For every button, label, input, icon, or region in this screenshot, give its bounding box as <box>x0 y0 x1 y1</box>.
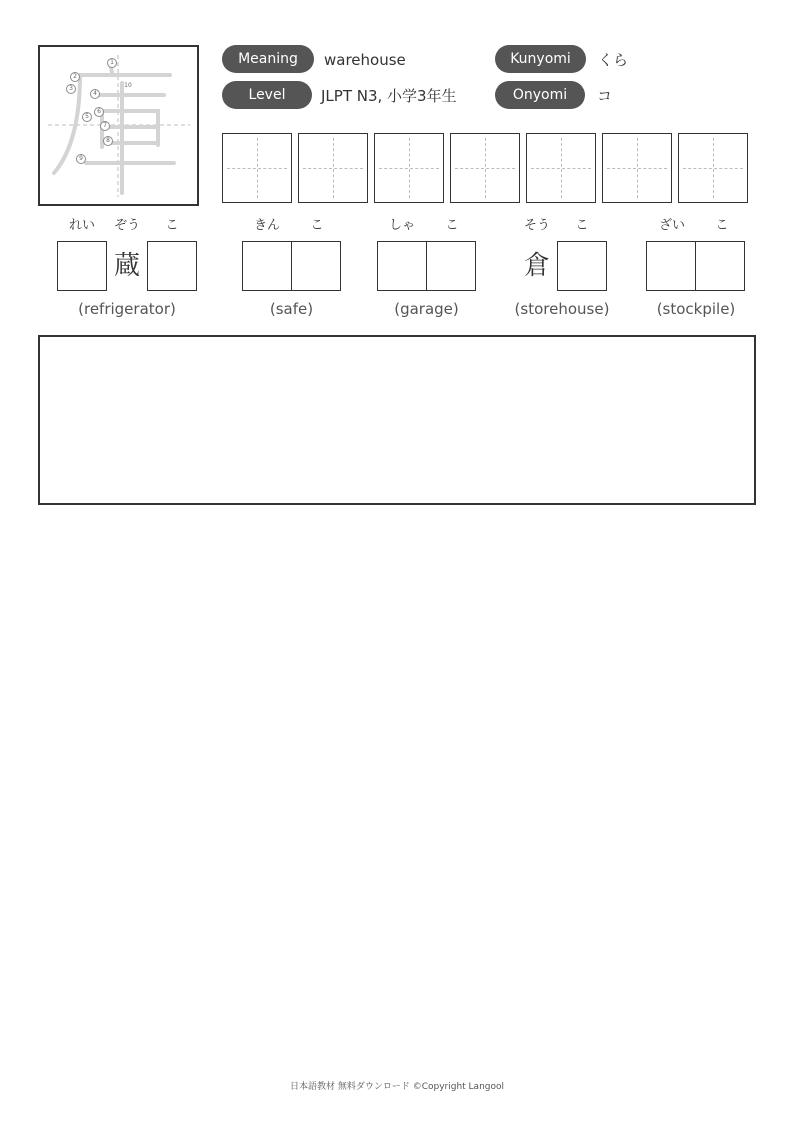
notes-box[interactable] <box>38 335 756 505</box>
vocab-reading: そう <box>523 218 550 233</box>
vocab-reading: こ <box>165 218 179 233</box>
stroke-number: 9 <box>76 154 86 164</box>
kanji-guide-lines <box>40 47 197 204</box>
vocab-blank-box[interactable] <box>57 241 107 291</box>
vocab-blank-box[interactable] <box>291 241 341 291</box>
practice-cell[interactable] <box>298 133 368 203</box>
meaning-value: warehouse <box>324 51 406 69</box>
kanji-stroke-order-box <box>38 45 199 206</box>
vocab-reading: れい <box>68 218 95 233</box>
vocab-reading: しゃ <box>388 218 415 233</box>
vocab-blank-box[interactable] <box>646 241 696 291</box>
vocab-reading: こ <box>445 218 459 233</box>
meaning-pill: Meaning <box>222 45 314 73</box>
practice-cell[interactable] <box>526 133 596 203</box>
stroke-number: 4 <box>90 89 100 99</box>
stroke-number: 6 <box>94 107 104 117</box>
vocab-blank-box[interactable] <box>242 241 292 291</box>
vocab-char: 倉 <box>523 251 550 281</box>
vocab-blank-box[interactable] <box>426 241 476 291</box>
stroke-number: 2 <box>70 72 80 82</box>
practice-cell[interactable] <box>222 133 292 203</box>
vocab-blank-box[interactable] <box>695 241 745 291</box>
stroke-number: 8 <box>103 136 113 146</box>
vocab-meaning: (refrigerator) <box>78 300 176 318</box>
stroke-number: 5 <box>82 112 92 122</box>
practice-cell[interactable] <box>374 133 444 203</box>
onyomi-value: コ <box>597 87 613 105</box>
vocab-reading: ざい <box>658 218 685 233</box>
vocab-reading: ぞう <box>113 218 140 233</box>
practice-cell[interactable] <box>450 133 520 203</box>
level-value: JLPT N3, 小学3年生 <box>321 87 457 105</box>
stroke-number: 10 <box>124 82 132 89</box>
vocab-reading: こ <box>575 218 589 233</box>
vocab-meaning: (stockpile) <box>656 300 736 318</box>
vocab-blank-box[interactable] <box>377 241 427 291</box>
level-pill: Level <box>222 81 312 109</box>
onyomi-pill: Onyomi <box>495 81 585 109</box>
vocab-meaning: (garage) <box>394 300 459 318</box>
footer-copyright: 日本語教材 無料ダウンロード ©Copyright Langool <box>289 1082 505 1092</box>
kunyomi-value: くら <box>598 51 629 69</box>
practice-cell[interactable] <box>602 133 672 203</box>
kunyomi-pill: Kunyomi <box>495 45 586 73</box>
stroke-number: 7 <box>100 121 110 131</box>
vocab-reading: こ <box>715 218 729 233</box>
vocab-reading: きん <box>253 218 280 233</box>
stroke-number: 1 <box>107 58 117 68</box>
vocab-meaning: (safe) <box>269 300 314 318</box>
stroke-number: 3 <box>66 84 76 94</box>
vocab-char: 蔵 <box>113 251 140 281</box>
vocab-reading: こ <box>310 218 324 233</box>
practice-cell[interactable] <box>678 133 748 203</box>
vocab-blank-box[interactable] <box>557 241 607 291</box>
vocab-blank-box[interactable] <box>147 241 197 291</box>
vocab-meaning: (storehouse) <box>514 300 610 318</box>
